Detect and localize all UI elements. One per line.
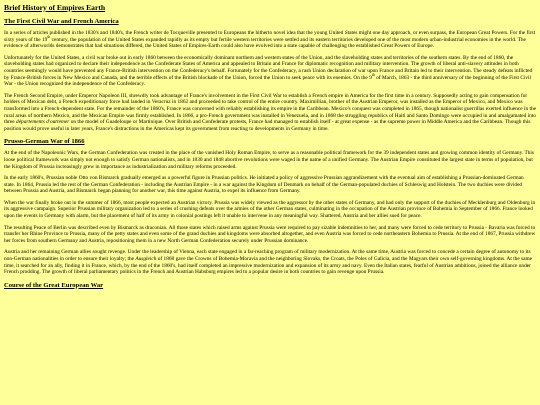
section-great-european-war [4, 282, 536, 290]
section-prusso-german-war [4, 138, 536, 276]
text-run: of March, 1863 - the third anniversary of the beginning of the First Civil War - the Union recognized the independence of the Confederacy. [4, 74, 532, 88]
text-run: In a series of articles published in the 1830's and 1840's, the French writer de Tocqueville presented to Europeans the hitherto novel idea that the young United States might one day approach, or even surpass, the European Great Powers. For the first sixty years of the 19 [4, 30, 536, 43]
text-run: century, the population of the United States expanded rapidly as its empty but fertile western territories were settled and its eastern territories developed one of the most modern urban-industrial economies in the world. The evidence of afterworlds demonstrates that had situations differed, the United States of Empires-Earth could also have evolved into a state capable of challenging the established Great Powers of Europe. [4, 36, 526, 50]
section-heading: Prusso-German War of 1866 [4, 138, 85, 146]
text-run: Unfortunately for the United States, a civil war broke out in early 1860 between the economically dominant northern and western states of the Union, and the slaveholding states and territories of the southern states. By the end of 1860, the slaveholding states had organized to declare their independence as the Confederate States of America and appealed to Britain and France for diplomatic recognition and military intervention. The growth of liberal anti-slavery attitudes in both countries seemingly would have prevented any France-British intervention on the Confederacy's behalf. Fortunately for the Confederacy, a rash Union declaration of war upon France and Britain led to their intervention. The steady defeats inflicted by France-British forces in New Mexico and Canada, and the terrible effects of the British blockade of the Union, forced the Union to seek peace with its enemies. On the 9 [4, 54, 533, 81]
section-first-civil-war [4, 18, 536, 132]
paragraph [4, 93, 536, 133]
paragraph [4, 55, 536, 88]
paragraph: The resulting Peace of Berlin was described even by Bismarck as draconian. All those states which raised arms against Prussia were required to pay sizable indemnities to her, and many were forced to cede territory to Prussia - Bavaria was forced to transfer her Rhine Province to Prussia, many of the petty states and even some of the grand duchies and kingdoms were absorbed altogether, and even Austria was forced to cede northeastern Bohemia to Prussia. At the end of 1867, Prussia withdrew her forces from southern Germany and Austria, repositioning them in a new North German Confederation securely under Prussian dominance. [4, 224, 536, 244]
paragraph [4, 249, 536, 275]
text-run: Austria and her remaining German allies sought revenge. Under the leadership of Vienna, each state engaged in a far-reaching program of military modernization. At the same time, Austria was forced to concede a certain degree of autonomy to its non-German nationalities in order to ensure their loyalty; the [4, 249, 531, 263]
paragraph: At the end of the Napoleonic Wars, the German Confederation was created in the place of the vanished Holy Roman Empire, to serve as a reasonable political framework for the 39 independent states and growing common identity of Germany. This loose political framework was simply not enough to satisfy German nationalists, and in 1830 and 1848 abortive revolutions were waged in the name of a unified Germany. The Austrian Empire constituted the largest state in terms of population, but the Kingdom of Prussia increasingly grew in importance as industrialization and military reforms proceeded. [4, 150, 534, 170]
italic-term: Ausgleich [135, 256, 157, 263]
superscript: th [371, 72, 375, 77]
paragraph [4, 30, 536, 50]
text-run: The French Second Empire, under Emperor Napoleon III, shrewdly took advantage of France's involvement in the First Civil War to establish a French empire in America for the first time in a century. Supposedly acting to gain compensation for holders of Mexican debt, a French expeditionary force had landed in Veracruz in 1862 and proceeded to take control of the entire country. Maximillian, brother of the Austrian Emperor, was installed as the Emperor of Mexico, and Mexico was transformed into a French-dependent state. For the remainder of the 1860's, France was concerned with reliably establishing its empire in the Caribbean. Mexico's conquest was completed in 1865, though nationalist guerrillas exerted influence in the rural areas of northern Mexico, and the Mexican Empire was firmly established. In 1866, a pro-French government was installed in Venezuela, and in 1868 the struggling republics of Haiti and Santo Domingo were occupied in and amalgamated into three [4, 92, 536, 126]
paragraph: In the early 1860's, Prussian noble Otto von Bismarck gradually emerged as a powerful figure in Prussian politics. He initiated a policy of aggressive Prussian aggrandizement with the eventual aim of establishing a Prussian-dominated German state. In 1864, Prussia led the rest of the German Confederation - including the Austrian Empire - in a war against the Kingdom of Denmark on behalf of the German-populated duchies of Schleswig and Holstein. The two duchies were divided between Prussia and Austria, and Bismarck began planning for another war, this time against Austria, to expel its influence from Germany. [4, 175, 524, 195]
text-run: on the model of Guadeloupe or Martinique. Over British and Confederate protests, France had managed to establish itself - at great expense - as the supreme power in Middle America and the Caribbean. Though this position would prove useful in later years, France's distractions in the Americas kept its government from reacting to developments in Germany in time. [4, 119, 531, 132]
page-title: Brief History of Empires Earth [4, 3, 106, 12]
superscript: th [47, 34, 51, 39]
paragraph: When the war finally broke out in the summer of 1866, most people expected an Austrian victory. Prussia was widely viewed as the aggressor by the other states of Germany, and had only the support of the duchies of Mecklenburg and Oldenburg in its aggressive campaign. Superior Prussian military organization led to a series of crushing defeats over the armies of the other German states, culminating in the occupation of the Austrian province of Bohemia in September of 1866. France looked upon the events in Germany with alarm, but the placement of half of its army in colonial postings left it unable to intervene in any meaningful way. Shattered, Austria and her allies sued for peace. [4, 199, 536, 220]
text-run: of 1868 gave the Crowns of Bohemia-Moravia and the neighboring Slovaks, the Croats, the Poles of Galicia, and the Magyars their own self-governing kingdoms. At the same time, it searched for an ally, finding it in France, which, by the end of the 1860's, had itself completed an impressive modernization and expansion of its army and navy. Even the Italian states, fearful of Austrian ambitions, joined the alliance under French prodding. The growth of liberal parliamentary politics in the French and Austrian Habsburg empires led to a popular desire in both countries to gain revenge upon Prussia. [4, 256, 533, 276]
section-heading: Course of the Great European War [4, 281, 104, 289]
section-heading: The First Civil War and French America [4, 18, 119, 25]
italic-term: départements d'outremer [16, 119, 70, 126]
